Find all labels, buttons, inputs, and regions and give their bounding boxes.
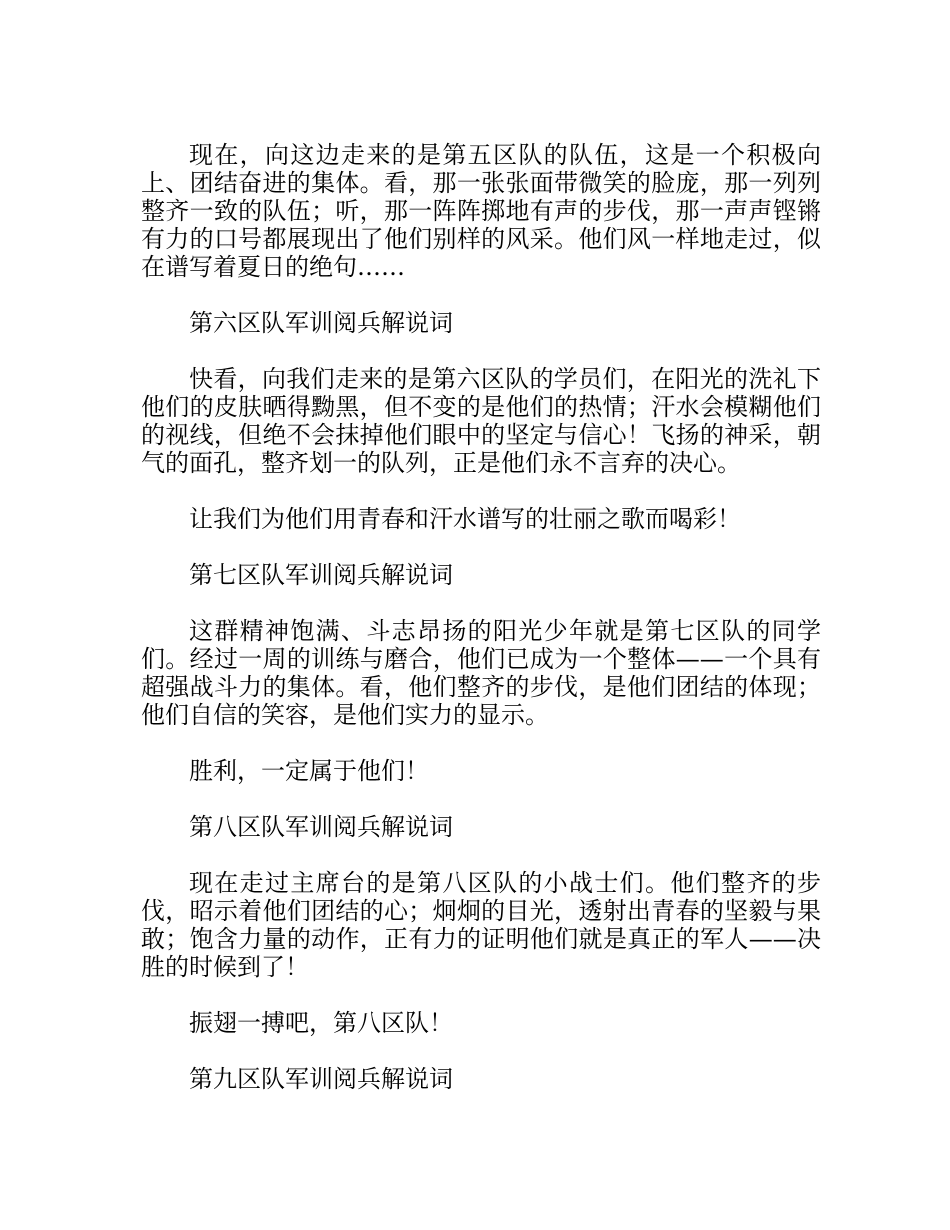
paragraph-sixth-squad: 快看，向我们走来的是第六区队的学员们，在阳光的洗礼下他们的皮肤晒得黝黑，但不变的是他们的热情；汗水会模糊他们的视线，但绝不会抹掉他们眼中的坚定与信心！飞扬的神采，朝气的面孔，整齐划一的队列，正是他们永不言弃的决心。 — [141, 365, 821, 477]
heading-seventh-squad: 第七区队军训阅兵解说词 — [189, 561, 453, 589]
paragraph-eighth-squad-cheer: 振翅一搏吧，第八区队！ — [189, 1009, 453, 1037]
paragraph-sixth-squad-cheer: 让我们为他们用青春和汗水谱写的壮丽之歌而喝彩！ — [189, 505, 741, 533]
paragraph-fifth-squad: 现在，向这边走来的是第五区队的队伍，这是一个积极向上、团结奋进的集体。看，那一张张面带微笑的脸庞，那一列列整齐一致的队伍；听，那一阵阵掷地有声的步伐，那一声声铿锵有力的口号都展现出了他们别样的风采。他们风一样地走过，似在谱写着夏日的绝句…… — [141, 141, 821, 281]
paragraph-eighth-squad: 现在走过主席台的是第八区队的小战士们。他们整齐的步伐，昭示着他们团结的心；炯炯的目光，透射出青春的坚毅与果敢；饱含力量的动作，正有力的证明他们就是真正的军人——决胜的时候到了！ — [141, 869, 821, 981]
document-page — [141, 141, 821, 1121]
heading-sixth-squad: 第六区队军训阅兵解说词 — [189, 309, 453, 337]
heading-ninth-squad: 第九区队军训阅兵解说词 — [189, 1065, 453, 1093]
paragraph-seventh-squad: 这群精神饱满、斗志昂扬的阳光少年就是第七区队的同学们。经过一周的训练与磨合，他们已成为一个整体——一个具有超强战斗力的集体。看，他们整齐的步伐，是他们团结的体现；他们自信的笑容，是他们实力的显示。 — [141, 617, 821, 729]
paragraph-seventh-squad-victory: 胜利，一定属于他们！ — [189, 757, 429, 785]
heading-eighth-squad: 第八区队军训阅兵解说词 — [189, 813, 453, 841]
